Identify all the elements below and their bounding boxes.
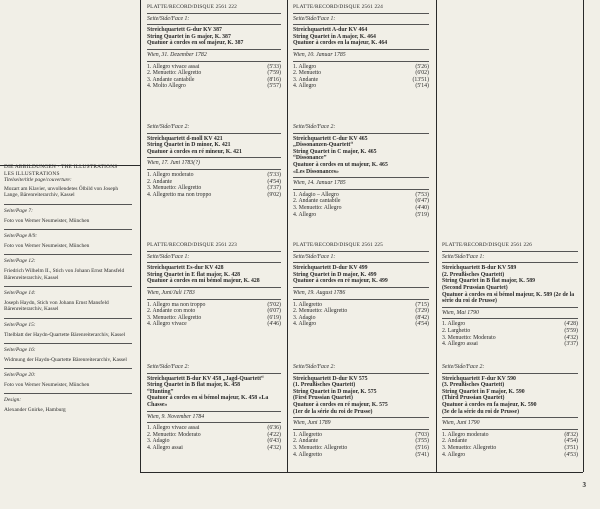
movement-row <box>147 432 281 439</box>
work-title <box>147 265 281 285</box>
side-label: Seite/Side/Face 1: <box>293 253 336 260</box>
movement-row <box>293 64 429 71</box>
movement-row <box>147 425 281 432</box>
movement-name: 4. Allegro assai <box>147 444 183 451</box>
movement-duration: (5'57) <box>267 83 281 90</box>
movement-name: 1. Allegretto <box>293 431 322 438</box>
movement-row <box>147 172 281 179</box>
movement-duration: (4'22) <box>267 431 281 438</box>
block-rule <box>293 262 429 263</box>
work-title-line: String Quartet in F major, K. 590 <box>442 388 525 395</box>
composition-date: Wien, 9. November 1784 <box>147 413 205 420</box>
movement-row <box>147 179 281 186</box>
movement-duration: (4'54) <box>564 438 578 445</box>
composition-date: Wien, Juni/Juli 1783 <box>147 289 195 296</box>
movement-row <box>442 328 578 335</box>
movement-name: 4. Allegro <box>293 211 317 218</box>
block-rule <box>293 299 429 300</box>
work-title-line: String Quartet in G major, K. 387 <box>147 33 231 40</box>
movement-row <box>293 438 429 445</box>
work-title-line: (3. Preußisches Quartett) <box>442 382 505 389</box>
movement-row <box>442 432 578 439</box>
record-2561224-side1 <box>293 4 429 90</box>
illustrations-credits <box>4 164 134 414</box>
record-2561222-side2 <box>147 124 281 198</box>
credit-page-label: Seite/Page 7: <box>4 207 33 214</box>
block-rule <box>293 429 429 430</box>
record-number: PLATTE/RECORD/DISQUE 2561 226 <box>442 242 533 248</box>
movement-duration: (6'02) <box>415 70 429 77</box>
block-rule <box>147 13 281 14</box>
movement-name: 1. Allegro ma non troppo <box>147 301 206 308</box>
block-rule <box>147 169 281 170</box>
work-title-line: Streichquartett D-dur KV 499 <box>293 265 368 272</box>
movement-row <box>442 438 578 445</box>
movement-row <box>147 315 281 322</box>
movement-row <box>293 212 429 219</box>
movement-row <box>147 83 281 90</box>
movement-row <box>293 83 429 90</box>
side-label: Seite/Side/Face 2: <box>293 124 336 130</box>
block-rule <box>147 24 281 25</box>
work-title-line: String Quartet in B flat major, K. 589 <box>442 278 536 285</box>
sidebar-title: DIE ABBILDUNGEN · THE ILLUSTRATIONS LES ILLUSTRATIONS <box>4 164 118 177</box>
movement-duration: (5'33) <box>267 171 281 178</box>
credit-page-label: Seite/Page 20: <box>4 372 36 379</box>
movement-row <box>147 77 281 84</box>
work-title-line: “Dissonance” <box>293 155 327 162</box>
work-title-line: Streichquartett d-moll KV 421 <box>147 135 223 142</box>
movement-name: 4. Allegro <box>293 321 317 328</box>
block-rule <box>293 13 429 14</box>
block-rule <box>442 307 578 308</box>
bottom-rule <box>140 472 583 473</box>
movement-name: 4. Allegro <box>293 83 317 90</box>
movement-duration: (5'33) <box>267 63 281 70</box>
credit-text: Joseph Haydn, Stich von Johann Ernst Mansfeld Bärenreiterarchiv, Kassel <box>4 299 109 313</box>
movement-duration: (5'26) <box>415 63 429 70</box>
composition-date: Wien, Juni 1790 <box>442 420 480 427</box>
block-rule <box>293 177 429 178</box>
work-title-line: (1. Preußisches Quartett) <box>293 382 356 389</box>
movement-name: 3. Menuetto: Allegretto <box>147 314 202 321</box>
side-label: Seite/Side/Face 2: <box>147 364 190 370</box>
block-rule <box>293 189 429 190</box>
credit-text: Foto von Werner Neumeister, München <box>4 381 90 388</box>
movement-name: 1. Allegro <box>293 63 317 70</box>
record-2561224-side2 <box>293 124 429 218</box>
block-rule <box>147 287 281 288</box>
movement-duration: (4'28) <box>564 321 578 328</box>
page-number: 3 <box>582 481 586 489</box>
movement-name: 2. Andante <box>147 178 173 185</box>
composition-date: Wien, 31. Dezember 1782 <box>147 51 207 58</box>
movement-name: 3. Andante <box>293 76 319 83</box>
movement-duration: (3'55) <box>415 438 429 445</box>
work-title <box>147 27 281 47</box>
movement-duration: (9'02) <box>267 191 281 198</box>
movement-row <box>293 302 429 309</box>
movement-name: 3. Menuetto: Allegretto <box>442 444 497 451</box>
record-2561226-side2 <box>442 364 578 458</box>
block-rule <box>147 373 281 374</box>
work-title-line: Quatuor à cordes en mi bémol majeur, K. 428 <box>147 278 260 285</box>
cover-label: Titelseite/title page/couverture: <box>4 177 72 184</box>
movement-row <box>147 70 281 77</box>
movement-name: 1. Allegro <box>442 321 466 328</box>
work-title-line: Quatuor à cordes en ut majeur, K. 465 <box>293 161 388 168</box>
work-title-line: Streichquartett Es-dur KV 428 <box>147 265 224 272</box>
work-title-line: Streichquartett F-dur KV 590 <box>442 375 516 382</box>
movement-duration: (4'32) <box>564 334 578 341</box>
movement-row <box>442 341 578 348</box>
work-title-line: (3e de la série du roi de Prusse) <box>442 408 520 415</box>
movement-name: 2. Menuetto: Moderato <box>147 431 201 438</box>
credit-text: Widmung der Haydn-Quartette Bärenreiterarchiv, Kassel <box>4 356 127 363</box>
work-title-line: Quatuor à cordes en la majeur, K. 464 <box>293 40 388 47</box>
movement-duration: (7'53) <box>415 191 429 198</box>
movement-name: 2. Andante con moto <box>147 308 196 315</box>
movement-row <box>293 308 429 315</box>
side-label: Seite/Side/Face 2: <box>147 124 190 130</box>
block-rule <box>293 133 429 134</box>
work-title-line: (2. Preußisches Quartett) <box>442 271 505 278</box>
work-title-line: Quatuor à cordes en fa majeur, K. 590 <box>442 401 537 408</box>
block-rule <box>147 262 281 263</box>
block-rule <box>147 422 281 423</box>
column-divider <box>287 0 288 472</box>
block-rule <box>442 251 578 252</box>
block-rule <box>442 429 578 430</box>
movement-duration: (3'51) <box>564 444 578 451</box>
block-rule <box>147 133 281 134</box>
movement-duration: (5'59) <box>564 327 578 334</box>
credit-text: Foto von Werner Neumeister, München <box>4 242 90 249</box>
block-rule <box>293 49 429 50</box>
block-rule <box>147 49 281 50</box>
movement-duration: (8'16) <box>267 76 281 83</box>
movement-duration: (3'29) <box>415 308 429 315</box>
movement-duration: (6'36) <box>267 425 281 432</box>
work-title-line: Quatuor à cordes en si bémol majeur, K. 458 «La Chasse» <box>147 395 269 408</box>
block-rule <box>147 299 281 300</box>
movement-name: 3. Menuetto: Allegretto <box>147 185 202 192</box>
column-divider <box>436 0 437 472</box>
side-label: Seite/Side/Face 1: <box>147 15 190 22</box>
work-title-line: Quatuor à cordes en ré mineur, K. 421 <box>147 148 242 155</box>
credit-text: Friedrich Wilhelm II., Stich von Johann Ernst Mansfeld Bärenreiterarchiv, Kassel <box>4 267 125 281</box>
work-title <box>147 136 281 156</box>
movement-name: 3. Adagio <box>147 438 170 445</box>
movement-name: 3. Menuetto: Allegro <box>293 204 342 211</box>
work-title-line: String Quartet in D major, K. 575 <box>293 388 377 395</box>
movement-row <box>293 321 429 328</box>
work-title-line: Streichquartett B-dur KV 458 „Jagd-Quartett“ <box>147 375 264 382</box>
composition-date: Wien, 10. Januar 1785 <box>293 51 346 58</box>
work-title-line: «Les Dissonances» <box>293 168 339 175</box>
record-2561226-side1 <box>442 242 578 348</box>
side-label: Seite/Side/Face 1: <box>293 15 336 22</box>
record-2561225-side1 <box>293 242 429 328</box>
movement-name: 2. Menuetto: Allegretto <box>293 308 348 315</box>
column-divider <box>583 0 584 472</box>
work-title <box>293 136 429 176</box>
record-2561222-side1 <box>147 4 281 90</box>
credit-page-label: Seite/Page 8/9: <box>4 233 38 240</box>
work-title <box>442 376 578 416</box>
credit-text: Titelblatt der Haydn-Quartette Bärenreiterarchiv, Kassel <box>4 331 126 338</box>
movement-row <box>442 452 578 459</box>
block-rule <box>293 287 429 288</box>
movement-duration: (5'02) <box>267 301 281 308</box>
movement-name: 3. Menuetto: Moderato <box>442 334 496 341</box>
movement-duration: (8'32) <box>564 431 578 438</box>
movement-name: 4. Molto Allegro <box>147 83 186 90</box>
block-rule <box>442 373 578 374</box>
work-title-line: Quatuor à cordes en si bémol majeur, K. 589 (2e de la série du roi de Prusse) <box>442 291 575 305</box>
work-title-line: (Second Prussian Quartet) <box>442 284 508 291</box>
record-number: PLATTE/RECORD/DISQUE 2561 224 <box>293 4 384 10</box>
credit-page-label: Seite/Page 15: <box>4 321 36 328</box>
block-rule <box>442 417 578 418</box>
record-2561223-side2 <box>147 364 281 452</box>
movement-name: 2. Andante cantabile <box>293 198 341 205</box>
sidebar-rule <box>4 229 132 230</box>
movement-duration: (4'46) <box>267 321 281 328</box>
movement-row <box>147 445 281 452</box>
movement-duration: (6'19) <box>267 314 281 321</box>
movement-duration: (4'54) <box>415 321 429 328</box>
record-number: PLATTE/RECORD/DISQUE 2561 222 <box>147 4 238 10</box>
movement-duration: (5'19) <box>415 211 429 218</box>
movement-duration: (3'37) <box>267 185 281 192</box>
work-title-line: Streichquartett C-dur KV 465 <box>293 135 368 142</box>
movement-duration: (4'54) <box>267 178 281 185</box>
record-number: PLATTE/RECORD/DISQUE 2561 223 <box>147 242 238 248</box>
work-title-line: Quatuor à cordes en ré majeur, K. 575 <box>293 401 388 408</box>
movement-row <box>147 302 281 309</box>
movement-duration: (7'15) <box>415 301 429 308</box>
credit-text: Foto von Werner Neumeister, München <box>4 217 90 224</box>
sidebar-rule <box>4 286 132 287</box>
movement-row <box>293 452 429 459</box>
work-title <box>442 265 578 305</box>
sidebar-rule <box>4 204 132 205</box>
block-rule <box>442 262 578 263</box>
side-label: Seite/Side/Face 1: <box>442 253 485 260</box>
block-rule <box>147 251 281 252</box>
sidebar-rule <box>4 393 132 394</box>
movement-name: 2. Andante <box>293 438 319 445</box>
block-rule <box>293 24 429 25</box>
work-title <box>293 265 429 285</box>
movement-row <box>293 445 429 452</box>
movement-duration: (6'07) <box>267 308 281 315</box>
composition-date: Wien, 14. Januar 1785 <box>293 180 346 187</box>
record-number: PLATTE/RECORD/DISQUE 2561 225 <box>293 242 384 248</box>
record-2561223-side1 <box>147 242 281 328</box>
movement-name: 1. Allegro moderato <box>147 171 194 178</box>
movement-row <box>442 445 578 452</box>
movement-name: 1. Allegretto <box>293 301 322 308</box>
work-title-line: Streichquartett G-dur KV 387 <box>147 27 222 34</box>
movement-row <box>442 335 578 342</box>
movement-name: 3. Andante cantabile <box>147 76 195 83</box>
movement-duration: (4'40) <box>415 204 429 211</box>
work-title <box>293 27 429 47</box>
movement-name: 4. Allegro assai <box>442 341 478 348</box>
movement-name: 2. Menuetto <box>293 70 322 77</box>
sidebar-rule <box>4 254 132 255</box>
composition-date: Wien, 19. August 1786 <box>293 289 346 296</box>
movement-duration: (6'43) <box>267 438 281 445</box>
credit-text: Alexander Gnirke, Hamburg <box>4 407 66 414</box>
movement-duration: (4'53) <box>564 451 578 458</box>
movement-duration: (8'42) <box>415 314 429 321</box>
movement-name: 1. Allegro vivace assai <box>147 425 200 432</box>
movement-row <box>293 192 429 199</box>
movement-duration: (4'32) <box>267 444 281 451</box>
sidebar-rule <box>4 318 132 319</box>
credit-page-label: Seite/Page 14: <box>4 290 36 297</box>
work-title-line: Streichquartett B-dur KV 589 <box>442 265 517 272</box>
work-title-line: Streichquartett A-dur KV 464 <box>293 27 368 34</box>
work-title-line: String Quartet in B flat major, K. 458 <box>147 382 241 389</box>
work-title <box>293 376 429 416</box>
movement-name: 4. Allegro <box>442 451 466 458</box>
work-title-line: Quatuor à cordes en sol majeur, K. 387 <box>147 40 244 47</box>
movement-name: 4. Allegro vivace <box>147 321 187 328</box>
work-title-line: Streichquartett D-dur KV 575 <box>293 375 368 382</box>
block-rule <box>293 61 429 62</box>
composition-date: Wien, 17. Juni 1783(?) <box>147 160 200 167</box>
block-rule <box>442 318 578 319</box>
work-title-line: String Quartet in C major, K. 465 <box>293 148 377 155</box>
movement-duration: (13'51) <box>412 76 429 83</box>
work-title-line: String Quartet in E flat major, K. 428 <box>147 271 241 278</box>
work-title-line: „Dissonanzen-Quartett“ <box>293 142 354 149</box>
credit-page-label: Seite/Page 12: <box>4 258 36 265</box>
work-title <box>147 376 281 409</box>
movement-row <box>147 321 281 328</box>
movement-duration: (6'47) <box>415 198 429 205</box>
work-title-line: (1er de la série du roi de Prusse) <box>293 408 373 415</box>
work-title-line: (First Prussian Quartet) <box>293 395 353 402</box>
movement-duration: (5'16) <box>415 444 429 451</box>
side-label: Seite/Side/Face 1: <box>147 253 190 260</box>
work-title-line: (Third Prussian Quartet) <box>442 395 505 402</box>
movement-row <box>293 315 429 322</box>
work-title-line: Quatuor à cordes en ré majeur, K. 499 <box>293 278 388 285</box>
movement-row <box>147 438 281 445</box>
movement-name: 4. Allegretto <box>293 451 322 458</box>
movement-duration: (5'41) <box>415 451 429 458</box>
movement-duration: (7'03) <box>415 431 429 438</box>
movement-row <box>293 70 429 77</box>
movement-row <box>147 64 281 71</box>
movement-name: 1. Adagio – Allegro <box>293 191 339 198</box>
block-rule <box>293 251 429 252</box>
block-rule <box>147 411 281 412</box>
column-divider <box>140 0 141 472</box>
movement-row <box>293 432 429 439</box>
block-rule <box>293 417 429 418</box>
movement-name: 4. Allegretto ma non troppo <box>147 191 212 198</box>
movement-row <box>293 77 429 84</box>
side-label: Seite/Side/Face 2: <box>293 364 336 370</box>
movement-row <box>293 198 429 205</box>
sidebar-rule <box>4 368 132 369</box>
work-title-line: String Quartet in D major, K. 499 <box>293 271 377 278</box>
movement-name: 2. Andante <box>442 438 468 445</box>
movement-row <box>147 308 281 315</box>
work-title-line: “Hunting” <box>147 388 174 395</box>
composition-date: Wien, Mai 1790 <box>442 309 479 316</box>
record-2561225-side2 <box>293 364 429 458</box>
sidebar-rule <box>4 343 132 344</box>
work-title-line: String Quartet in A major, K. 464 <box>293 33 376 40</box>
credit-page-label: Seite/Page 16: <box>4 347 36 354</box>
movement-duration: (5'14) <box>415 83 429 90</box>
movement-duration: (3'37) <box>564 341 578 348</box>
movement-name: 3. Adagio <box>293 314 316 321</box>
block-rule <box>147 157 281 158</box>
composition-date: Wien, Juni 1789 <box>293 420 331 427</box>
block-rule <box>147 61 281 62</box>
movement-name: 3. Menuetto: Allegretto <box>293 444 348 451</box>
movement-name: 1. Allegro moderato <box>442 431 489 438</box>
movement-row <box>293 205 429 212</box>
cover-text: Mozart am Klavier, unvollendetes Ölbild von Joseph Lange, Bärenreiterarchiv, Kassel <box>4 185 119 199</box>
movement-row <box>147 192 281 199</box>
block-rule <box>293 373 429 374</box>
movement-name: 2. Menuetto: Allegretto <box>147 70 202 77</box>
side-label: Seite/Side/Face 2: <box>442 364 485 370</box>
work-title-line: String Quartet in D minor, K. 421 <box>147 142 231 149</box>
movement-name: 1. Allegro vivace assai <box>147 63 200 70</box>
movement-row <box>442 321 578 328</box>
movement-name: 2. Larghetto <box>442 327 471 334</box>
movement-duration: (7'59) <box>267 70 281 77</box>
credit-page-label: Design: <box>4 397 22 404</box>
movement-row <box>147 185 281 192</box>
